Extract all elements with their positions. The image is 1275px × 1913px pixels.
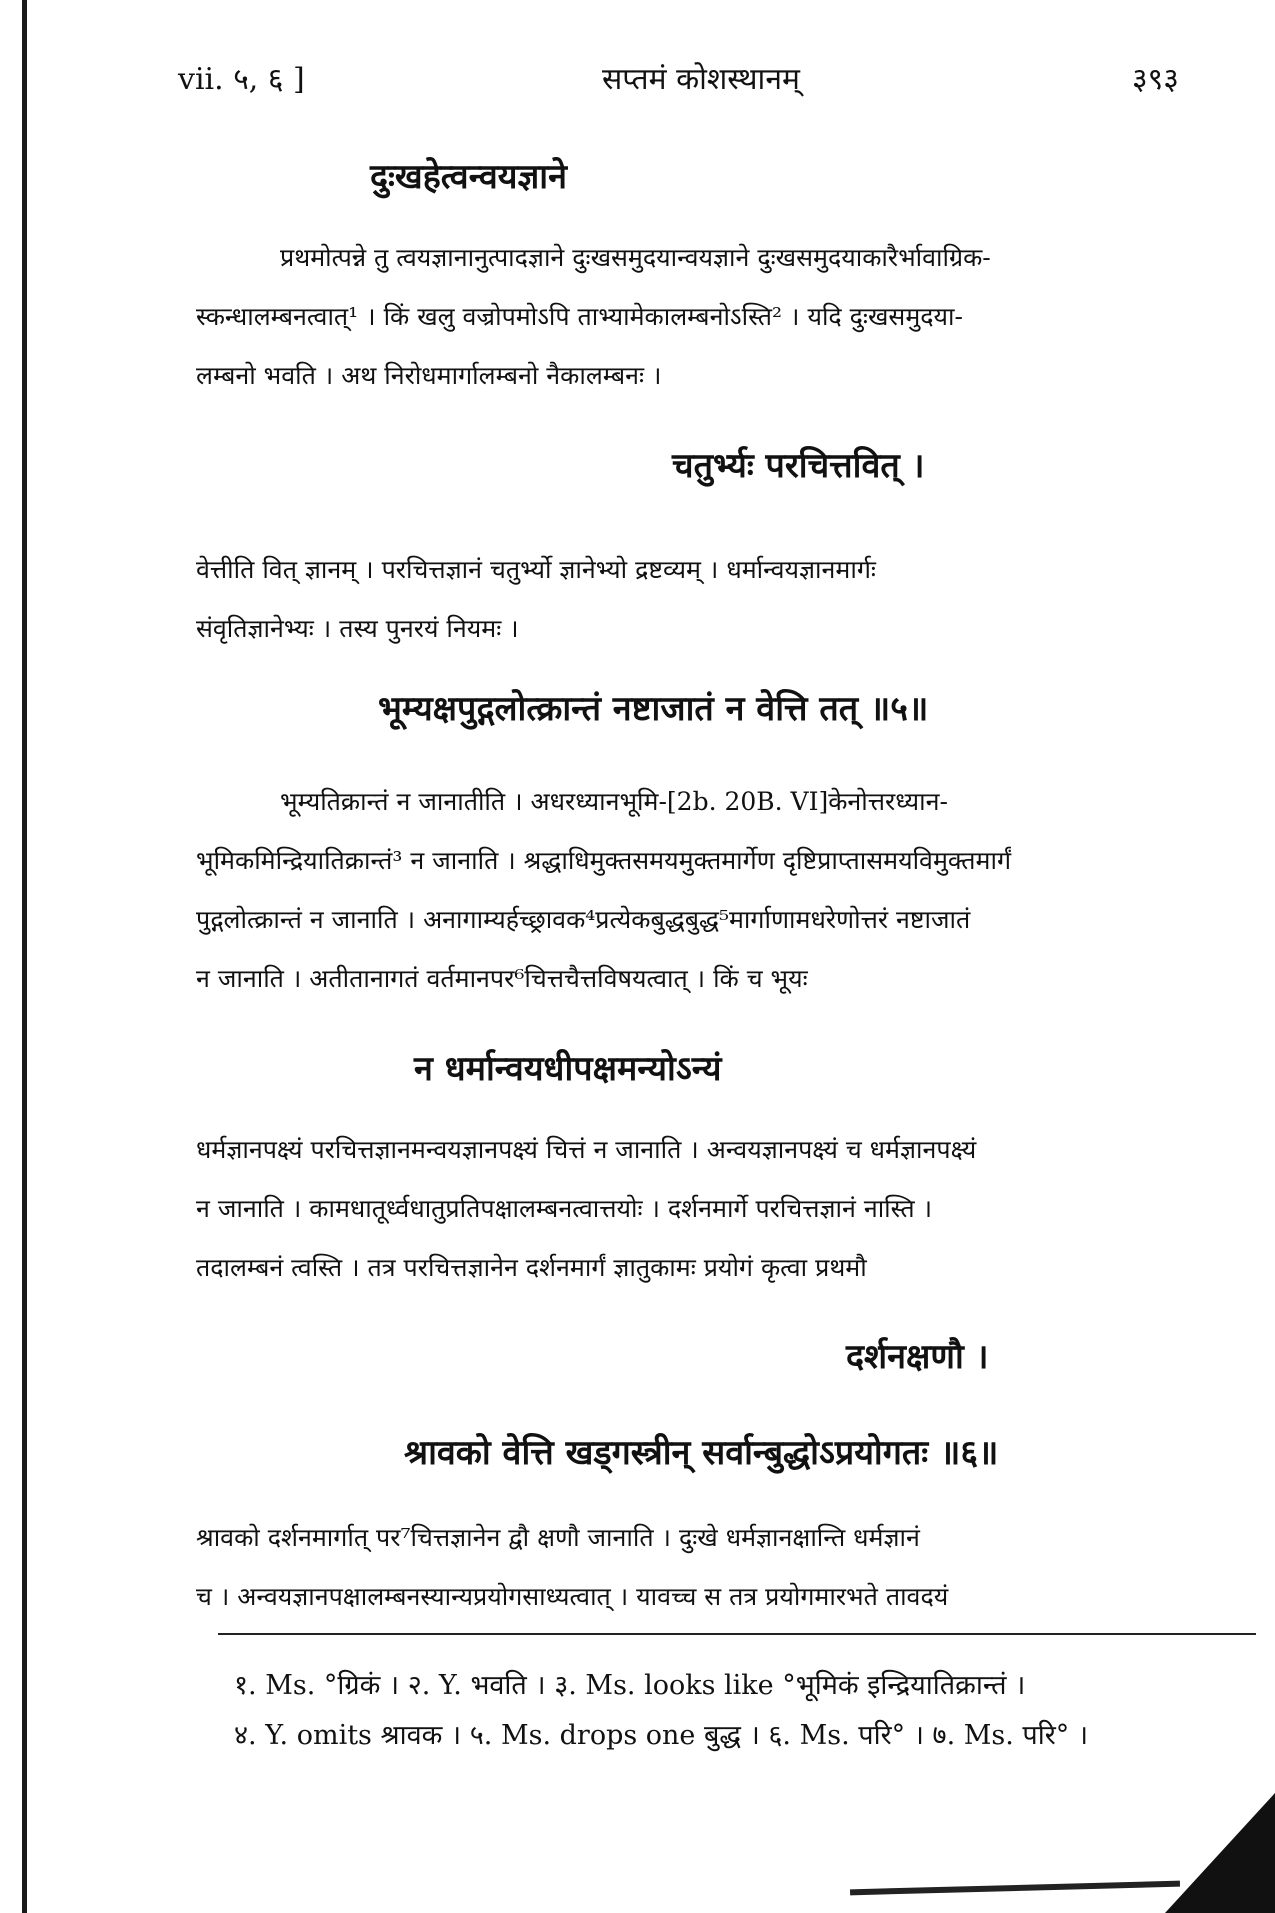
verse-heading-4: न धर्मान्वयधीपक्षमन्योऽन्यं <box>414 1049 722 1089</box>
text-line: न जानाति । अतीतानागतं वर्तमानपर⁶चित्तचैत्तविषयत्वात् । किं च भूयः <box>196 964 808 993</box>
verse-heading-1: दुःखहेत्वन्वयज्ञाने <box>370 157 567 197</box>
text-line: पुद्गलोत्क्रान्तं न जानाति । अनागाम्यर्हच्छ्रावक⁴प्रत्येकबुद्धबुद्ध⁵मार्गाणामधरेणोत्तरं नष्टाजातं <box>196 905 971 934</box>
text-line: श्रावको दर्शनमार्गात् पर⁷चित्तज्ञानेन द्वौ क्षणौ जानाति । दुःखे धर्मज्ञानक्षान्ति धर्मज्ञानं <box>196 1523 920 1552</box>
footnote-line-1: १. Ms. °ग्रिकं । २. Y. भवति । ३. Ms. looks like °भूमिकं इन्द्रियातिक्रान्तं । <box>234 1670 1026 1701</box>
text-line: तदालम्बनं त्वस्ति । तत्र परचित्तज्ञानेन दर्शनमार्गं ज्ञातुकामः प्रयोगं कृत्वा प्रथमौ <box>196 1253 867 1282</box>
text-line: भूमिकमिन्द्रियातिक्रान्तं³ न जानाति । श्रद्धाधिमुक्तसमयमुक्तमार्गेण दृष्टिप्राप्तासमयविमुक्तमार्गं <box>196 846 1012 875</box>
running-header-title: सप्तमं कोशस्थानम् <box>602 62 800 97</box>
footnote-rule <box>218 1633 1256 1635</box>
commentary-paragraph-1 <box>196 228 1246 405</box>
text-line: प्रथमोत्पन्ने तु त्वयज्ञानानुत्पादज्ञाने दुःखसमुदयान्वयज्ञाने दुःखसमुदयाकारैर्भावाग्रिक- <box>280 243 991 272</box>
text-line: न जानाति । कामधातूर्ध्वधातुप्रतिपक्षालम्बनत्वात्तयोः । दर्शनमार्गे परचित्तज्ञानं नास्ति । <box>196 1194 933 1223</box>
text-line: संवृतिज्ञानेभ्यः । तस्य पुनरयं नियमः । <box>196 614 519 643</box>
text-line: स्कन्धालम्बनत्वात्¹ । किं खलु वज्रोपमोऽपि ताभ्यामेकालम्बनोऽस्ति² । यदि दुःखसमुदया- <box>196 302 963 331</box>
commentary-paragraph-5 <box>196 1508 1246 1626</box>
verse-heading-2: चतुर्भ्यः परचित्तवित् । <box>672 446 925 486</box>
commentary-paragraph-3 <box>196 772 1246 1008</box>
text-line: भूम्यतिक्रान्तं न जानातीति । अधरध्यानभूमि-[2b. 20B. VI]केनोत्तरध्यान- <box>280 787 948 816</box>
verse-heading-5: दर्शनक्षणौ । <box>846 1337 989 1377</box>
text-line: धर्मज्ञानपक्ष्यं परचित्तज्ञानमन्वयज्ञानपक्ष्यं चित्तं न जानाति । अन्वयज्ञानपक्ष्यं च धर्मज्ञानपक्ष्यं <box>196 1135 977 1164</box>
commentary-paragraph-4 <box>196 1120 1246 1297</box>
text-line: च । अन्वयज्ञानपक्षालम्बनस्यान्यप्रयोगसाध्यत्वात् । यावच्च स तत्र प्रयोगमारभते तावदयं <box>196 1582 949 1611</box>
commentary-paragraph-2 <box>196 540 1246 658</box>
text-line: लम्बनो भवति । अथ निरोधमार्गालम्बनो नैकालम्बनः । <box>196 361 662 390</box>
text-line: वेत्तीति वित् ज्ञानम् । परचित्तज्ञानं चतुर्भ्यो ज्ञानेभ्यो द्रष्टव्यम् । धर्मान्वयज्ञानमार्गः <box>196 555 876 584</box>
verse-heading-6: श्रावको वेत्ति खड्गस्त्रीन् सर्वान्बुद्धोऽप्रयोगतः ॥६॥ <box>404 1433 999 1473</box>
verse-heading-3: भूम्यक्षपुद्गलोत्क्रान्तं नष्टाजातं न वेत्ति तत् ॥५॥ <box>378 689 929 729</box>
running-header-section: vii. ५, ६ ] <box>178 62 305 97</box>
footnote-line-2: ४. Y. omits श्रावक । ५. Ms. drops one बुद्ध । ६. Ms. परि° । ७. Ms. परि° । <box>234 1720 1089 1751</box>
page-number: ३९३ <box>1132 62 1179 97</box>
